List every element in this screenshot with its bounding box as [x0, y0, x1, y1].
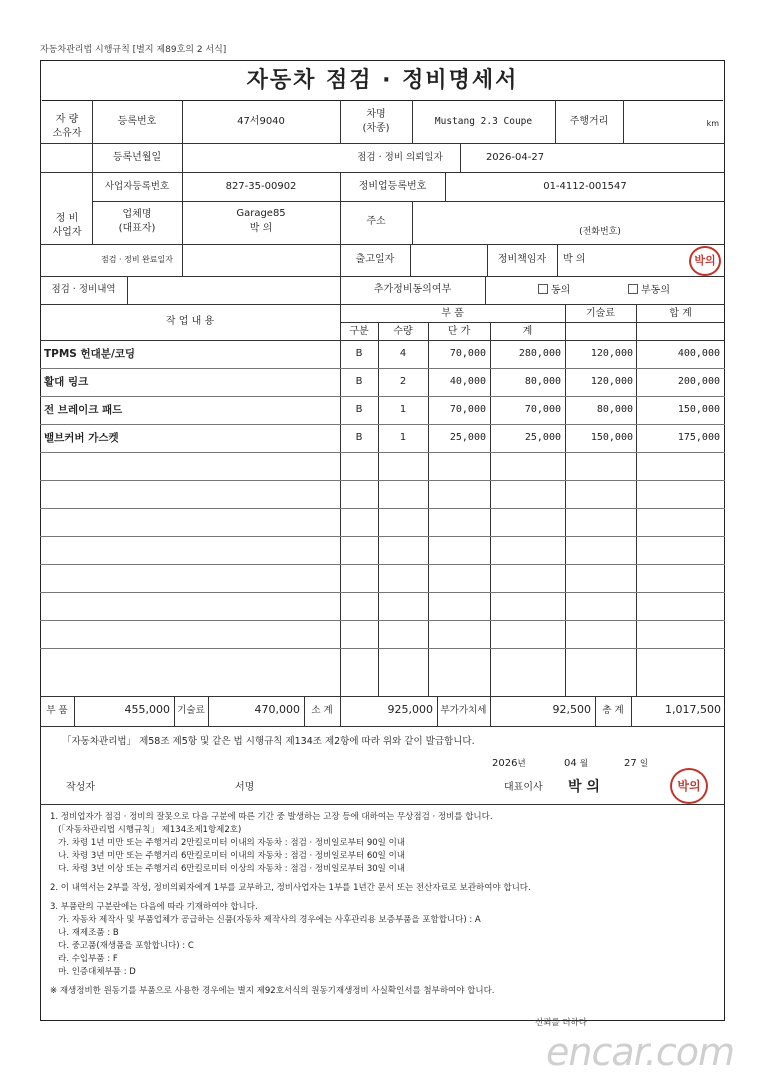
issue-month-unit: 월 [579, 759, 589, 769]
table-row-line [40, 592, 725, 593]
reg-no-label: 등록번호 [117, 116, 157, 127]
issue-day-unit: 일 [639, 759, 649, 769]
cell-type: B [355, 432, 363, 443]
cell-labor: 120,000 [590, 348, 633, 359]
cell-work: 활대 링크 [44, 376, 89, 388]
request-date-label: 점검 · 정비 의뢰일자 [357, 152, 443, 163]
note-line: 2. 이 내역서는 2부를 작성, 정비의뢰자에게 1부를 교부하고, 정비사업자는 1부를 1년간 문서 또는 전산자료로 보관하여야 합니다. [50, 883, 531, 893]
table-row-line [40, 424, 725, 425]
shop-stamp [689, 246, 721, 276]
request-date-value: 2026-04-27 [485, 152, 545, 163]
watermark-tag: 신뢰를 더하다 [535, 1018, 587, 1028]
cell-work: 전 브레이크 패드 [44, 404, 123, 416]
cell-total: 400,000 [677, 348, 720, 359]
cell-qty: 1 [399, 404, 407, 415]
note-line: 마. 인증대체부품 : D [50, 967, 136, 977]
address-label: 주소 [366, 216, 386, 227]
total-labor-value: 470,000 [254, 703, 300, 716]
total-parts-value: 455,000 [124, 703, 170, 716]
parts-header: 부 품 [441, 308, 464, 319]
grand-total-value: 1,017,500 [665, 703, 721, 716]
cell-qty: 4 [399, 348, 407, 359]
owner-section-text: 자 량 소유자 [52, 114, 82, 139]
cell-total: 150,000 [677, 404, 720, 415]
form-title: 자동차 점검 · 정비명세서 [42, 62, 723, 101]
manager-label: 정비책임자 [497, 254, 547, 265]
watermark-logo: encar.com [545, 1030, 734, 1074]
cell-qty: 2 [399, 376, 407, 387]
reg-date-label: 등록년월일 [112, 152, 162, 163]
details-label: 점검 · 정비내역 [51, 284, 116, 295]
cell-sum: 280,000 [518, 348, 561, 359]
form-frame [40, 60, 725, 1021]
table-row-line [40, 620, 725, 621]
cell-price: 70,000 [449, 404, 486, 415]
table-row-line [40, 508, 725, 509]
cell-type: B [355, 376, 363, 387]
cell-qty: 1 [399, 432, 407, 443]
rep-name: 박 의 [568, 779, 600, 795]
rep-stamp [670, 768, 708, 804]
shop-reg-label: 정비업등록번호 [358, 181, 427, 192]
mileage-label: 주행거리 [569, 116, 609, 127]
writer-label: 작성자 [66, 782, 95, 793]
consent-label: 추가정비동의여부 [373, 284, 452, 295]
rep-label: 대표이사 [504, 782, 543, 793]
cell-price: 25,000 [449, 432, 486, 443]
issue-statement: 「자동차관리법」 제58조 제5항 및 같은 법 시행규칙 제134조 제2항에 따라 위와 같이 발급합니다. [62, 736, 475, 747]
cell-price: 40,000 [449, 376, 486, 387]
cell-sum: 70,000 [524, 404, 561, 415]
cell-work: TPMS 헌대분/코딩 [44, 348, 136, 360]
agree-checkbox[interactable] [538, 284, 548, 294]
col-type: 구분 [349, 326, 369, 337]
note-line: 다. 중고품(재생품을 포함합니다) : C [50, 941, 194, 951]
total-header: 합 계 [669, 308, 692, 319]
disagree-option[interactable] [628, 284, 670, 297]
cell-price: 70,000 [449, 348, 486, 359]
reg-no-value: 47서9040 [237, 116, 285, 127]
cell-sum: 80,000 [524, 376, 561, 387]
car-name-value: Mustang 2.3 Coupe [434, 116, 533, 127]
cell-labor: 150,000 [590, 432, 633, 443]
note-line: 가. 차령 1년 미만 또는 주행거리 2만킬로미터 이내의 자동차 : 점검 · 정비일로부터 90일 이내 [50, 838, 406, 848]
note-line: 나. 차령 3년 미만 또는 주행거리 6만킬로미터 이내의 자동차 : 점검 · 정비일로부터 60일 이내 [50, 851, 406, 861]
table-row-line [40, 452, 725, 453]
cell-labor: 120,000 [590, 376, 633, 387]
vat-value: 92,500 [552, 703, 591, 716]
table-row-line [40, 648, 725, 649]
cell-type: B [355, 348, 363, 359]
biz-no-value: 827-35-00902 [225, 181, 297, 192]
cell-labor: 80,000 [596, 404, 633, 415]
note-line: 1. 정비업자가 점검 · 정비의 잘못으로 다음 구분에 따른 기간 중 발생하는 고장 등에 대하여는 무상점검 · 정비를 합니다. [50, 812, 493, 822]
cell-sum: 25,000 [524, 432, 561, 443]
car-name-label: 차명 (차종) [362, 109, 390, 134]
biz-no-label: 사업자등록번호 [104, 181, 170, 192]
company-value: Garage85 [236, 208, 286, 219]
table-row-line [40, 368, 725, 369]
labor-header: 기술료 [586, 308, 615, 319]
disagree-checkbox[interactable] [628, 284, 638, 294]
table-row-line [40, 480, 725, 481]
note-line: 나. 재제조품 : B [50, 928, 119, 938]
total-labor-label: 기술료 [177, 705, 205, 716]
complete-date-label: 점검 · 정비 완료일자 [101, 255, 173, 264]
issue-year-value: 2026 [492, 758, 518, 769]
cell-total: 200,000 [677, 376, 720, 387]
shop-section-label: 정 비 사업자 [52, 213, 82, 238]
table-row-line [40, 564, 725, 565]
disagree-text: 부동의 [641, 285, 670, 296]
total-parts-label: 부 품 [46, 705, 68, 716]
agree-option[interactable] [538, 284, 570, 297]
issue-day-value: 27 [624, 758, 637, 769]
issue-year-unit: 년 [517, 759, 526, 769]
issue-day [624, 758, 648, 770]
issue-year [492, 758, 526, 770]
cell-type: B [355, 404, 363, 415]
mileage-unit: km [706, 119, 719, 128]
col-sum: 계 [522, 326, 533, 337]
issue-month [564, 758, 588, 770]
form-header: 자동차관리법 시행규칙 [별지 제89호의 2 서식] [40, 45, 227, 55]
table-row-line [40, 396, 725, 397]
note-line: 가. 자동차 제작사 및 부품업체가 공급하는 신품(자동차 제작사의 경우에는 사후관리용 보증부품을 포함합니다) : A [50, 915, 481, 925]
cell-total: 175,000 [677, 432, 720, 443]
col-price: 단 가 [447, 326, 471, 337]
work-header: 작 업 내 용 [165, 316, 215, 327]
owner-section-label [42, 114, 92, 141]
phone-label: (전화번호) [579, 227, 621, 237]
subtotal-label: 소 계 [311, 705, 333, 716]
note-line: ※ 재생정비한 원동기를 부품으로 사용한 경우에는 별지 제92호서식의 원동기재생정비 사실확인서를 첨부하여야 합니다. [50, 986, 495, 996]
shop-stamp-text: 박의 [694, 254, 716, 267]
vat-label: 부가가치세 [440, 705, 487, 716]
cell-work: 밸브커버 가스켓 [44, 432, 119, 444]
rep-stamp-text: 박의 [677, 779, 701, 793]
table-row-line [40, 536, 725, 537]
delivery-date-label: 출고일자 [355, 254, 395, 265]
shop-reg-value: 01-4112-001547 [543, 181, 627, 192]
note-line: 다. 차령 3년 이상 또는 주행거리 6만킬로미터 이상의 자동차 : 점검 · 정비일로부터 30일 이내 [50, 864, 406, 874]
subtotal-value: 925,000 [387, 703, 433, 716]
note-line: 라. 수입부품 : F [50, 954, 118, 964]
note-line: (「자동차관리법 시행규칙」 제134조제1항제2호) [50, 825, 242, 835]
grand-total-label: 총 계 [602, 705, 624, 716]
representative-value: 박 의 [249, 223, 273, 234]
issue-month-value: 04 [564, 758, 577, 769]
sign-label: 서명 [235, 782, 255, 793]
company-label: 업체명 (대표자) [118, 209, 156, 234]
note-line: 3. 부품란의 구분란에는 다음에 따라 기재하여야 합니다. [50, 902, 258, 912]
agree-text: 동의 [551, 285, 571, 296]
col-qty: 수량 [393, 326, 413, 337]
manager-value: 박 의 [563, 254, 586, 265]
